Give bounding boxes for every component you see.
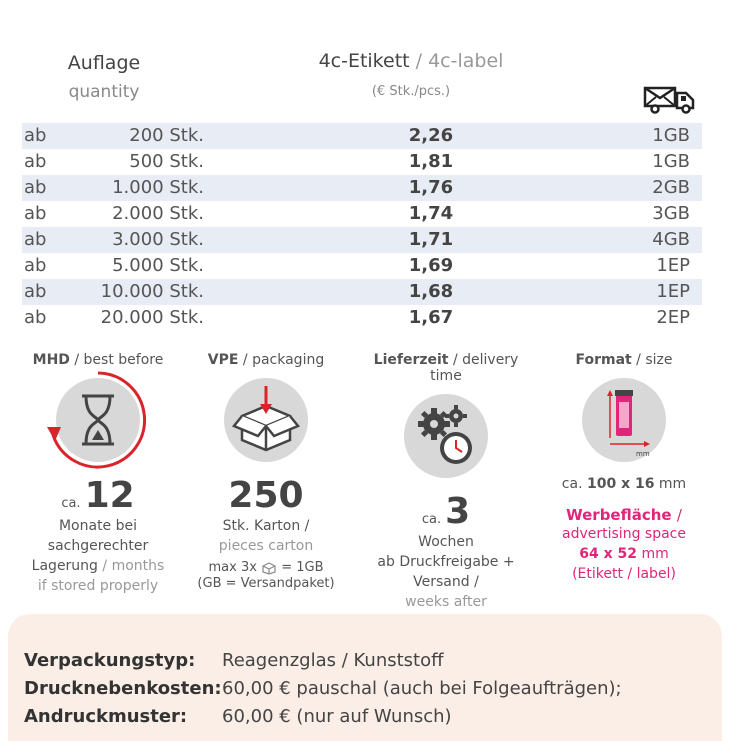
row-prefix: ab xyxy=(24,229,47,250)
quantity-header-de: Auflage xyxy=(67,52,141,74)
row-prefix: ab xyxy=(24,151,47,172)
detail-key: Drucknebenkosten: xyxy=(24,678,222,699)
delivery-ca: ca. xyxy=(421,512,442,527)
best-before-line3-de: Lagerung xyxy=(31,558,98,574)
delivery-line1: Wochen xyxy=(418,534,474,550)
delivery-title-de: Lieferzeit xyxy=(373,352,449,368)
format-title-de: Format xyxy=(575,352,632,368)
row-price: 1,74 xyxy=(408,203,454,224)
row-prefix: ab xyxy=(24,203,47,224)
quantity-header-en: quantity xyxy=(68,82,140,102)
delivery-value xyxy=(356,492,536,532)
advertising-label: (Etikett / label) xyxy=(572,566,676,582)
packaging-note1 xyxy=(176,560,356,576)
row-shipping: 2GB xyxy=(652,177,690,198)
row-price: 1,68 xyxy=(408,281,454,302)
label-header-en: 4c-label xyxy=(428,50,504,72)
delivery-line2: ab Druckfreigabe + Versand / xyxy=(377,554,515,590)
format-section xyxy=(534,352,714,584)
best-before-title-de: MHD xyxy=(32,352,70,368)
row-quantity: 10.000 Stk. xyxy=(100,281,204,302)
price-row xyxy=(22,253,702,279)
packaging-note1-b: = 1GB xyxy=(281,560,324,575)
price-row xyxy=(22,149,702,175)
price-row xyxy=(22,227,702,253)
label-header xyxy=(286,50,536,72)
best-before-section xyxy=(8,352,188,596)
detail-row xyxy=(24,650,444,671)
row-quantity: 20.000 Stk. xyxy=(100,307,204,328)
best-before-title-en: best before xyxy=(83,352,164,368)
packaging-line2: pieces carton xyxy=(218,538,314,554)
best-before-line4: if stored properly xyxy=(37,578,159,594)
detail-key: Verpackungstyp: xyxy=(24,650,196,671)
details-box xyxy=(8,614,722,741)
detail-key: Andruckmuster: xyxy=(24,706,188,727)
packaging-section xyxy=(176,352,356,592)
delivery-line3: weeks after xyxy=(405,594,487,610)
row-shipping: 4GB xyxy=(652,229,690,250)
row-price: 1,81 xyxy=(408,151,454,172)
row-price: 1,71 xyxy=(408,229,454,250)
gears-clock-icon xyxy=(404,394,488,478)
icon-mm-label: mm xyxy=(636,450,650,458)
row-prefix: ab xyxy=(24,125,47,146)
price-row xyxy=(22,305,702,331)
row-prefix: ab xyxy=(24,255,47,276)
row-quantity: 5.000 Stk. xyxy=(112,255,204,276)
packaging-note2: (GB = Versandpaket) xyxy=(197,576,335,591)
row-prefix: ab xyxy=(24,307,47,328)
row-price: 1,67 xyxy=(408,307,454,328)
best-before-line1: Monate bei xyxy=(58,518,138,534)
label-header-sep: / xyxy=(409,50,429,72)
advertising-unit: mm xyxy=(641,546,669,562)
label-header-de: 4c-Etikett xyxy=(318,50,410,72)
advertising-title-en: advertising space xyxy=(562,526,686,542)
row-shipping: 1EP xyxy=(656,281,690,302)
best-before-line3-en: months xyxy=(111,558,165,574)
format-size xyxy=(534,476,714,492)
row-shipping: 1EP xyxy=(656,255,690,276)
row-price: 2,26 xyxy=(408,125,454,146)
detail-value: Reagenzglas / Kunststoff xyxy=(222,650,444,671)
row-price: 1,69 xyxy=(408,255,454,276)
row-shipping: 3GB xyxy=(652,203,690,224)
row-shipping: 1GB xyxy=(652,151,690,172)
detail-value: 60,00 € (nur auf Wunsch) xyxy=(222,706,452,727)
row-price: 1,76 xyxy=(408,177,454,198)
detail-row xyxy=(24,678,622,699)
packaging-note1-a: max 3x xyxy=(208,560,257,575)
row-prefix: ab xyxy=(24,281,47,302)
packaging-title-en: packaging xyxy=(252,352,325,368)
packaging-title-de: VPE xyxy=(207,352,239,368)
delivery-number: 3 xyxy=(445,491,471,532)
packaging-number: 250 xyxy=(228,475,304,516)
row-prefix: ab xyxy=(24,177,47,198)
truck-mail-icon xyxy=(643,84,695,114)
advertising-title-de: Werbefläche xyxy=(566,506,672,524)
format-ca: ca. xyxy=(561,476,583,492)
test-tube-size-icon xyxy=(582,378,666,462)
best-before-value xyxy=(8,476,188,516)
format-title-en: size xyxy=(645,352,673,368)
row-shipping: 1GB xyxy=(652,125,690,146)
packaging-title: VPE / packaging xyxy=(207,352,325,368)
price-row xyxy=(22,201,702,227)
small-box-icon xyxy=(261,561,277,575)
format-size-value: 100 x 16 xyxy=(586,476,655,492)
price-row xyxy=(22,279,702,305)
box-icon xyxy=(224,378,308,462)
delivery-section xyxy=(356,352,536,632)
detail-row xyxy=(24,706,452,727)
row-quantity: 200 Stk. xyxy=(129,125,204,146)
hourglass-icon xyxy=(56,378,140,462)
best-before-title: MHD / best before xyxy=(32,352,164,368)
price-row xyxy=(22,123,702,149)
row-quantity: 1.000 Stk. xyxy=(112,177,204,198)
best-before-line3: Lagerung / months xyxy=(31,558,165,574)
best-before-number: 12 xyxy=(84,475,135,516)
advertising-title: Werbefläche / xyxy=(566,506,682,524)
unit-header: (€ Stk./pcs.) xyxy=(371,84,451,99)
row-shipping: 2EP xyxy=(656,307,690,328)
price-row xyxy=(22,175,702,201)
detail-value: 60,00 € pauschal (auch bei Folgeaufträgen); xyxy=(222,678,622,699)
row-quantity: 500 Stk. xyxy=(129,151,204,172)
format-unit: mm xyxy=(658,476,687,492)
delivery-title-en: delivery time xyxy=(430,352,519,384)
row-quantity: 2.000 Stk. xyxy=(112,203,204,224)
advertising-size xyxy=(534,544,714,564)
advertising-size-value: 64 x 52 xyxy=(579,546,637,562)
format-title: Format / size xyxy=(575,352,673,368)
best-before-ca: ca. xyxy=(61,496,81,511)
best-before-line2: sachgerechter xyxy=(47,538,149,554)
row-quantity: 3.000 Stk. xyxy=(112,229,204,250)
delivery-title: Lieferzeit / delivery time xyxy=(373,352,519,384)
packaging-line1: Stk. Karton / xyxy=(222,518,310,534)
